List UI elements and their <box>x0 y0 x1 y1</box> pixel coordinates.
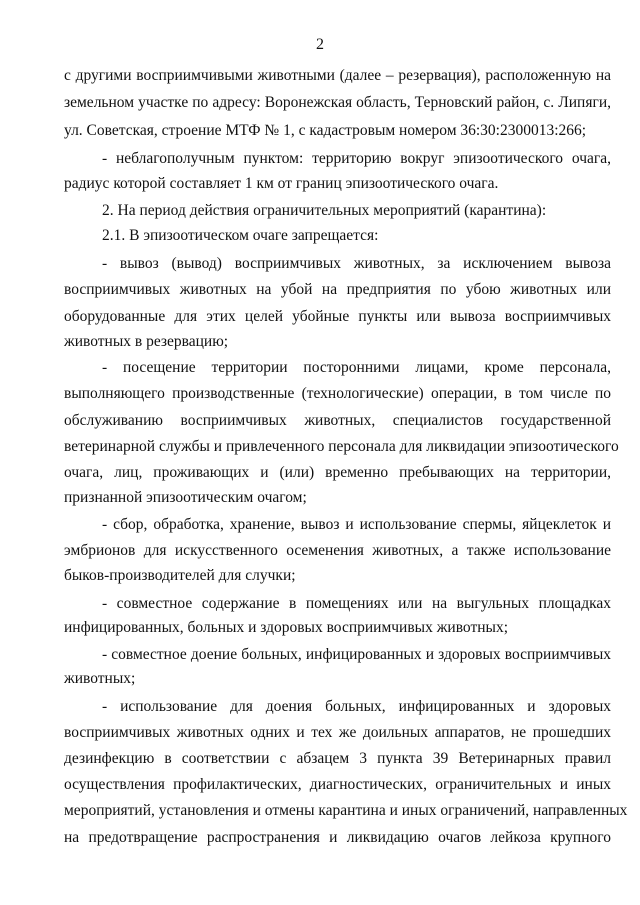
text-line: животных в резервацию; <box>64 333 229 350</box>
text-line: на предотвращение распространения и ликвидацию очагов лейкоза крупного <box>64 829 611 846</box>
text-line: выполняющего производственные (технологические) операции, в том числе по <box>64 385 611 402</box>
text-line: осуществления профилактических, диагностических, ограничительных и иных <box>64 776 611 793</box>
text-line: очага, лиц, проживающих и (или) временно пребывающих на территории, <box>64 464 611 481</box>
text-line: - сбор, обработка, хранение, вывоз и использование спермы, яйцеклеток и <box>102 516 611 533</box>
text-line: - посещение территории посторонними лицами, кроме персонала, <box>102 359 611 376</box>
text-line: обслуживанию восприимчивых животных, специалистов государственной <box>64 412 611 429</box>
text-line: быков-производителей для случки; <box>64 567 296 584</box>
text-line: радиус которой составляет 1 км от границ эпизоотического очага. <box>64 175 499 192</box>
text-line: 2.1. В эпизоотическом очаге запрещается: <box>102 227 379 244</box>
text-line: - совместное доение больных, инфицированных и здоровых восприимчивых <box>102 646 611 663</box>
text-line: дезинфекцию в соответствии с абзацем 3 пункта 39 Ветеринарных правил <box>64 750 611 767</box>
text-line: - использование для доения больных, инфицированных и здоровых <box>102 698 611 715</box>
text-line: - совместное содержание в помещениях или на выгульных площадках <box>102 595 611 612</box>
text-line: 2. На период действия ограничительных мероприятий (карантина): <box>102 202 547 219</box>
text-line: оборудованные для этих целей убойные пункты или вывоза восприимчивых <box>64 308 611 325</box>
text-line: с другими восприимчивыми животными (далее – резервация), расположенную на <box>64 67 611 84</box>
page-number: 2 <box>316 36 324 53</box>
text-line: мероприятий, установления и отмены карантина и иных ограничений, направленных <box>64 802 628 819</box>
text-line: земельном участке по адресу: Воронежская область, Терновский район, с. Липяги, <box>64 94 611 111</box>
text-line: - вывоз (вывод) восприимчивых животных, за исключением вывоза <box>102 255 611 272</box>
text-line: - неблагополучным пунктом: территорию вокруг эпизоотического очага, <box>102 150 611 167</box>
text-line: эмбрионов для искусственного осеменения животных, а также использование <box>64 542 611 559</box>
text-line: животных; <box>64 670 136 687</box>
text-line: восприимчивых животных на убой на предприятия по убою животных или <box>64 281 611 298</box>
text-line: восприимчивых животных одних и тех же доильных аппаратов, не прошедших <box>64 724 611 741</box>
text-line: ветеринарной службы и привлеченного персонала для ликвидации эпизоотического <box>64 438 619 455</box>
text-line: признанной эпизоотическим очагом; <box>64 489 307 506</box>
text-line: ул. Советская, строение МТФ № 1, с кадастровым номером 36:30:2300013:266; <box>64 122 587 139</box>
text-line: инфицированных, больных и здоровых восприимчивых животных; <box>64 619 509 636</box>
